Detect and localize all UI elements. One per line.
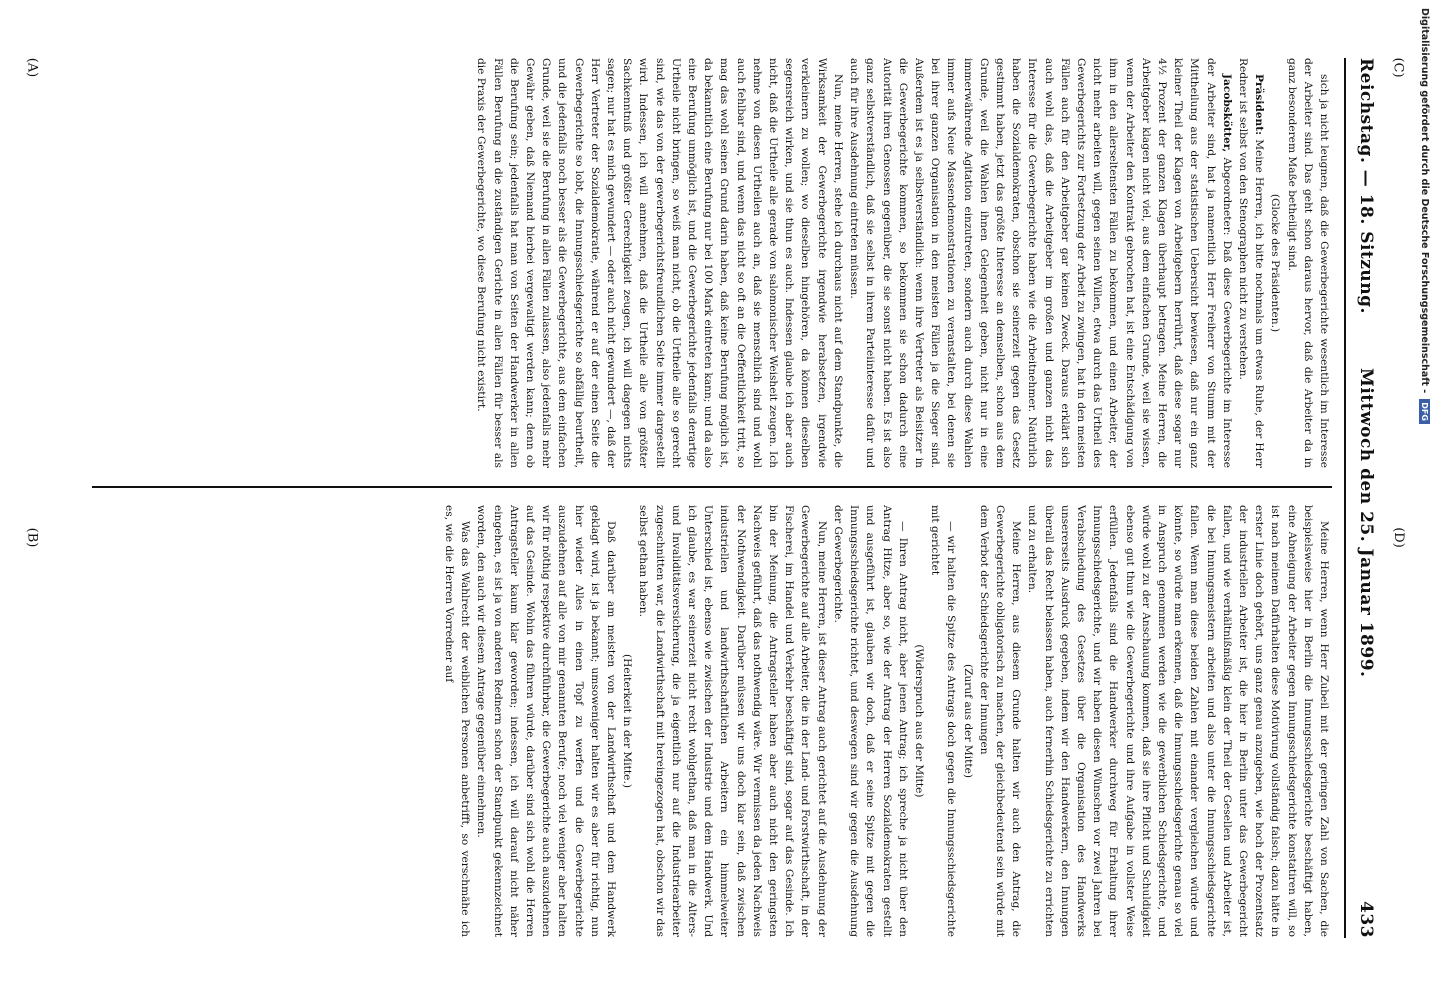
paragraph: Nun, meine Herren, stehe ich durchaus nicht auf dem Standpunkte, die Wirksamkeit der Gewerbegerichte irgendwie herabsetzen, irgendwie verkleinern zu wollen; wo dieselben hingehören, da können dieselben segensreich wirken, und sie thun es auch. Indessen glaube ich aber auch nicht, daß die Urtheile alle gerade von salomonischer Weisheit zeugen. Ich nehme von diesen Urtheilen auch an, daß sie menschlich sind und wohl auch fehlbar sind, und wenn das nicht so oft an die Oeffentlichkeit tritt, so mag das wohl seinen Grund darin haben, daß keine Berufung möglich ist, da bekanntlich eine Berufung nur bei 100 Mark eintreten kann; und da also eine Berufung unmöglich ist, und die Gewerbegerichte jedenfalls derartige Urtheile nicht bringen, so weiß man nicht, ob die Urtheile alle so gerecht sind, wie das von der gewerbegerichtsfreundlichen Seite immer dargestellt wird. Indessen, ich will annehmen, daß die Urtheile alle von größter Sachkenntniß und größter Gerechtigkeit zeugen, ich will dagegen nichts sagen; nur hat es mich gewundert — oder auch nicht gewundert —, daß der Herr Vertreter der Sozialdemokratie, während er auf der einen Seite die Gewerbegerichte so lobt, die Innungsschiedsgerichte so abfällig beurtheilt, und die jedenfalls noch besser als die Gewerbegerichte, aus dem einfachen Grunde, weil sie die Berufung in allen Fällen zulassen, also jedenfalls mehr Gewähr geben, daß Niemand hierbei vergewaltigt werden kann; denn ob die Berufung sein; jedenfalls hat man von Seiten der Handwerker in allen Fällen Berufung an die zuständigen Gerichte in allen Fällen für besser als die Praxis der Gewerbegerichte, wo diese Berufung nicht existirt.	[475, 58, 844, 468]
right-column	[92, 505, 1332, 937]
header-date: Mittwoch den 25. Januar 1899.	[1356, 368, 1376, 678]
paragraph: Nun, meine Herren, ist dieser Antrag auch gerichtet auf die Ausdehnung der Gewerbegerichte auf alle Arbeiter, die in der Land- und Forstwirthschaft, in der Fischerei, im Handel und Verkehr beschäftigt sind, sogar auf das Gesinde. Ich bin der Meinung, die Antragsteller haben aber auch nicht den geringsten Nachweis geführt, daß das nothwendig wäre. Wir vermissen da jeden Nachweis der Nothwendigkeit. Darüber müssen wir uns doch klar sein, daß zwischen industriellen und landwirthschaftlichen Arbeitern ein himmelweiter Unterschied ist, ebenso wie zwischen der Industrie und dem Handwerk. Und ich glaube, es war seinerzeit nicht recht wohlgethan, daß man in die Alters- und Invaliditätsversicherung, die ja eigentlich nur auf die Industriearbeiter zugeschnitten war, die Landwirthschaft mit hereingezogen hat, obschon wir das selbst gethan haben.	[637, 505, 828, 937]
side-note-container	[1416, 8, 1432, 708]
header-session: Reichstag. — 18. Sitzung.	[1356, 58, 1376, 314]
paragraph: — wir halten die Spitze des Antrags doch gegen die Innungsschiedsgerichte mit gerichtet	[929, 505, 958, 937]
page-number: 433	[1356, 901, 1376, 938]
dfg-badge: DFG	[1419, 399, 1430, 424]
margin-marker-a: (A)	[24, 57, 40, 78]
speech-paragraph	[846, 58, 1235, 468]
paragraph: Was das Wahlrecht der weiblichen Personen anbetrifft, so verschmähe ich es, wie die Herren Vorredner auf	[443, 505, 472, 937]
speech-paragraph	[1235, 58, 1267, 468]
interjection: (Widerspruch aus der Mitte)	[912, 644, 925, 798]
speaker-name: Präsident:	[1253, 74, 1266, 136]
margin-marker-c: (C)	[1390, 57, 1406, 78]
paragraph: — Ihren Antrag nicht, aber jenen Antrag; ich spreche ja nicht über den Antrag Hitze, aber so, wie der Antrag der Herren Sozialdemokraten gestellt und ausgeführt ist, glauben wir doch, daß er seine Spitze mit gegen die Innungsschiedsgerichte richtet, und deswegen sind wir gegen die Ausdehnung der Gewerbegerichte.	[831, 505, 909, 937]
paragraph: sich ja nicht leugnen, daß die Gewerbegerichte wesentlich im Interesse der Arbeiter sind. Das geht schon daraus hervor, daß die Arbeiter da in ganz besonderem Maße betheiligt sind.	[1285, 58, 1330, 468]
page-header	[1344, 58, 1376, 938]
speaker-name: Jacobskötter,	[1220, 74, 1233, 153]
speech-text: Abgeordneter: Daß diese Gewerbegerichte im Interesse der Arbeiter sind, hat ja namentlich Herr Freiherr von Stumm mit der Mittheilung aus der statistischen Uebersicht bewiesen, daß nur ein ganz kleiner Theil der Klagen von Arbeitgebern herrührt, daß diese sogar nur 4½ Prozent der ganzen Klagen überhaupt betragen. Meine Herren, die Arbeitgeber klagen nicht viel, aus dem einfachen Grunde, weil sie wissen, wenn der Arbeiter den Kontrakt gebrochen hat, ist eine Entschädigung von ihm in den allerseltensten Fällen zu bekommen, und einen Arbeiter, der nicht mehr arbeiten will, gegen seinen Willen, etwa durch das Urtheil des Gewerbegerichts zur Fortsetzung der Arbeit zu zwingen, hat in den meisten Fällen auch für den Arbeitgeber gar keinen Zweck. Daraus erklärt sich auch wohl das, daß die Arbeitgeber im großen und ganzen nicht das Interesse für die Gewerbegerichte haben wie die Arbeitnehmer. Natürlich haben die Sozialdemokraten, obschon sie seinerzeit gegen das Gesetz gestimmt haben, jetzt das größte Interesse an demselben, schon aus dem Grunde, weil die Wahlen ihnen Gelegenheit geben, nicht nur in eine immerwährende Agitation einzutreten, sondern auch durch diese Wahlen immer aufs Neue Massendemonstrationen zu veranstalten, bei denen sie bei ihrer ganzen Organisation in den meisten Fällen ja die Sieger sind. Außerdem ist es ja selbstverständlich: wenn ihre Vertreter als Beisitzer in die Gewerbegerichte kommen, so bekommen sie schon dadurch eine Autorität ihren Genossen gegenüber, die sie sonst nicht haben. Es ist also ganz selbstverständlich, daß sie selbst in ihrem Parteiinteresse dafür und auch für ihre Ausdehnung eintreten müssen.	[848, 58, 1233, 468]
paragraph: Daß darüber am meisten von der Landwirthschaft und dem Handwerk geklagt wird, ist ja bekannt; umsoweniger halten wir es aber für richtig, nun hier wieder Alles in einen Topf zu werfen und die Gewerbegerichte auszudehnen auf alle von mir genannten Berufe; noch viel weniger aber halten wir für nöthig respektive durchführbar, die Gewerbegerichte auch auszudehnen auf das Gesinde. Wohin das führen würde, darüber sind sich wohl die Herren Antragsteller kaum klar geworden; indessen, ich will darauf nicht näher eingehen, es ist ja von anderen Rednern schon der Standpunkt gekennzeichnet worden, den auch wir diesem Antrage gegenüber einnehmen.	[475, 505, 618, 937]
margin-marker-d: (D)	[1390, 527, 1406, 548]
speech-text: Meine Herren, ich bitte nochmals um etwas Ruhe, der Herr Redner ist selbst von den Stenographen nicht zu verstehen.	[1236, 58, 1266, 468]
paragraph: Meine Herren, wenn Herr Zubeil mit der geringen Zahl von Sachen, die beispielsweise hier in Berlin die Innungsschiedsgerichte beschäftigt haben, eine Abneigung der Arbeiter gegen Innungsschiedsgerichte konstatiren will, so ist nach meinem Dafürhalten diese Motivirung vollständig falsch; dazu hätte in erster Linie doch gehört, uns ganz genau anzugeben, wie hoch der Prozentsatz der industriellen Arbeiter ist, die hier in Berlin unter das Gewerbegericht fallen, und wie verhältnißmäßig klein der Theil der Gesellen und Arbeiter ist, die bei Innungsmeistern arbeiten und also unter die Innungsschiedsgerichte fallen. Wenn man diese beiden Zahlen mit einander vergleichen würde und könnte, so würde man erkennen, daß die Innungsschiedsgerichte genau so viel in Anspruch genommen werden wie die gewerblichen Schiedsgerichte, und würde wohl zu der Anschauung kommen, daß sie ihre Pflicht und Schuldigkeit ebenso gut thun wie die Gewerbegerichte und ihre Aufgabe in vollster Weise erfüllen. Jedenfalls sind die Handwerker durchweg für Erhaltung ihrer Innungsschiedsgerichte, und wir haben diesen Wünschen vor zwei Jahren bei Verabschiedung des Gesetzes über die Organisation des Handwerks unsererseits Ausdruck gegeben, indem wir den Handwerkern, den Innungen überall das Recht belassen haben, auch fernerhin Schiedsgerichte zu errichten und zu erhalten.	[1026, 505, 1330, 937]
interjection: (Glocke des Präsidenten.)	[1269, 193, 1282, 333]
paragraph: Meine Herren, aus diesem Grunde halten wir auch den Antrag, die Gewerbegerichte obligatorisch zu machen, der gleichbedeutend sein würde mit dem Verbot der Schiedsgerichte der Innungen	[977, 505, 1023, 937]
left-column	[92, 58, 1332, 468]
column-divider	[92, 486, 1332, 488]
interjection: (Zuruf aus der Mitte)	[961, 663, 974, 779]
digitization-note: Digitalisierung gefördert durch die Deutsche Forschungsgemeinschaft -	[1419, 8, 1430, 394]
interjection: (Heiterkeit in der Mitte.)	[621, 654, 634, 788]
margin-marker-b: (B)	[24, 527, 40, 548]
